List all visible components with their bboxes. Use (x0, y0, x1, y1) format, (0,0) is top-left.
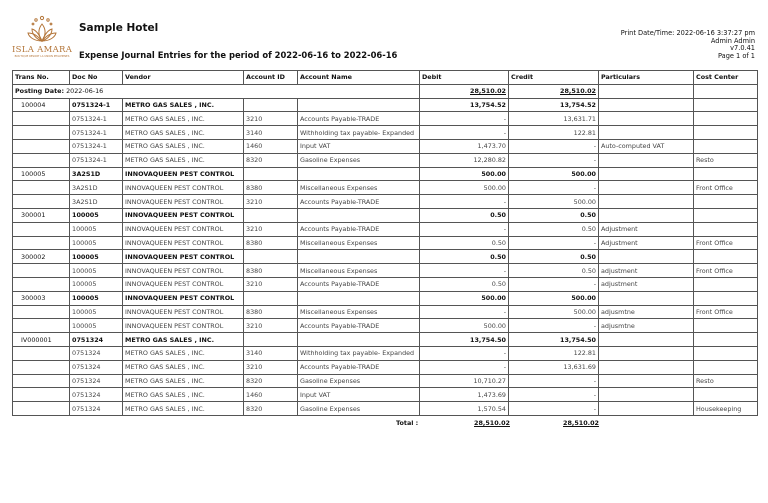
trans-no-cell (13, 319, 70, 333)
debit-cell: 1,570.54 (420, 402, 509, 416)
trans-no-cell (13, 126, 70, 140)
trans-no-cell: IV000001 (13, 333, 70, 347)
col-doc-no: Doc No (70, 71, 123, 85)
account-id-cell: 8380 (244, 305, 298, 319)
trans-no-cell (13, 112, 70, 126)
particulars-cell (599, 112, 694, 126)
hotel-name: Sample Hotel (79, 22, 159, 34)
doc-no-cell: 0751324 (70, 374, 123, 388)
vendor-cell: METRO GAS SALES , INC. (123, 388, 244, 402)
cost-center-cell (694, 333, 758, 347)
cost-center-cell (694, 167, 758, 181)
vendor-cell: INNOVAQUEEN PEST CONTROL (123, 250, 244, 264)
account-name-cell: Accounts Payable-TRADE (298, 112, 420, 126)
cost-center-cell: Front Office (694, 181, 758, 195)
particulars-cell: adjusmtne (599, 305, 694, 319)
debit-cell: - (420, 305, 509, 319)
account-name-cell (298, 250, 420, 264)
account-id-cell: 8380 (244, 181, 298, 195)
grand-total-debit: 28,510.02 (474, 419, 510, 427)
credit-cell: - (509, 153, 599, 167)
trans-no-cell (13, 181, 70, 195)
cost-center-cell (694, 126, 758, 140)
account-id-cell: 8320 (244, 153, 298, 167)
trans-no-cell (13, 305, 70, 319)
journal-line-row (13, 153, 758, 167)
logo-name: ISLA AMARA (12, 45, 73, 55)
vendor-cell: METRO GAS SALES , INC. (123, 374, 244, 388)
doc-no-cell: 0751324 (70, 360, 123, 374)
cost-center-cell (694, 388, 758, 402)
account-name-cell: Gasoline Expenses (298, 402, 420, 416)
transaction-header-row (13, 208, 758, 222)
particulars-cell (599, 181, 694, 195)
col-account-name: Account Name (298, 71, 420, 85)
cost-center-cell: Housekeeping (694, 402, 758, 416)
doc-no-cell: 100005 (70, 222, 123, 236)
vendor-cell: METRO GAS SALES , INC. (123, 112, 244, 126)
cost-center-cell: Front Office (694, 305, 758, 319)
credit-cell: 13,754.50 (509, 333, 599, 347)
vendor-cell: METRO GAS SALES , INC. (123, 153, 244, 167)
credit-cell: - (509, 374, 599, 388)
particulars-cell (599, 126, 694, 140)
doc-no-cell: 100005 (70, 236, 123, 250)
account-id-cell (244, 208, 298, 222)
credit-cell: 500.00 (509, 195, 599, 209)
journal-line-row (13, 346, 758, 360)
doc-no-cell: 0751324 (70, 346, 123, 360)
debit-cell: 1,473.70 (420, 139, 509, 153)
transaction-header-row (13, 250, 758, 264)
doc-no-cell: 0751324-1 (70, 112, 123, 126)
particulars-cell (599, 167, 694, 181)
account-id-cell: 1460 (244, 388, 298, 402)
vendor-cell: METRO GAS SALES , INC. (123, 126, 244, 140)
lotus-logo-icon (25, 14, 59, 44)
col-trans-no: Trans No. (13, 71, 70, 85)
debit-cell: 12,280.82 (420, 153, 509, 167)
trans-no-cell (13, 195, 70, 209)
logo-tagline: BOUTIQUE RESORT LA UNION PHILIPPINES (14, 55, 70, 58)
vendor-cell: METRO GAS SALES , INC. (123, 139, 244, 153)
app-version: v7.0.41 (730, 44, 755, 53)
account-id-cell (244, 291, 298, 305)
account-name-cell: Miscellaneous Expenses (298, 305, 420, 319)
debit-cell: - (420, 112, 509, 126)
account-name-cell (298, 167, 420, 181)
trans-no-cell: 300003 (13, 291, 70, 305)
debit-cell: 0.50 (420, 277, 509, 291)
debit-cell: - (420, 126, 509, 140)
debit-cell: 13,754.50 (420, 333, 509, 347)
trans-no-cell (13, 277, 70, 291)
debit-cell: 500.00 (420, 319, 509, 333)
doc-no-cell: 0751324 (70, 402, 123, 416)
table-header-row (13, 71, 758, 85)
cost-center-cell (694, 346, 758, 360)
cost-center-cell: Resto (694, 153, 758, 167)
vendor-cell: METRO GAS SALES , INC. (123, 98, 244, 112)
account-id-cell: 8320 (244, 402, 298, 416)
particulars-cell (599, 195, 694, 209)
account-id-cell (244, 98, 298, 112)
vendor-cell: INNOVAQUEEN PEST CONTROL (123, 277, 244, 291)
trans-no-cell (13, 402, 70, 416)
transaction-header-row (13, 333, 758, 347)
transaction-header-row (13, 167, 758, 181)
account-id-cell: 8320 (244, 374, 298, 388)
doc-no-cell: 100005 (70, 305, 123, 319)
cost-center-cell (694, 195, 758, 209)
particulars-cell: adjusmtne (599, 319, 694, 333)
particulars-cell (599, 98, 694, 112)
particulars-cell: Auto-computed VAT (599, 139, 694, 153)
cost-center-cell (694, 222, 758, 236)
cost-center-cell: Front Office (694, 264, 758, 278)
col-vendor: Vendor (123, 71, 244, 85)
doc-no-cell: 100005 (70, 291, 123, 305)
posting-debit-total: 28,510.02 (420, 84, 509, 98)
cost-center-cell: Front Office (694, 236, 758, 250)
debit-cell: 1,473.69 (420, 388, 509, 402)
account-name-cell (298, 98, 420, 112)
particulars-cell (599, 346, 694, 360)
account-name-cell: Miscellaneous Expenses (298, 236, 420, 250)
account-id-cell (244, 250, 298, 264)
grand-total-label: Total : (396, 419, 419, 427)
cost-center-cell (694, 98, 758, 112)
account-name-cell: Withholding tax payable- Expanded (298, 126, 420, 140)
empty-cell (694, 84, 758, 98)
col-debit: Debit (420, 71, 509, 85)
grand-total-credit: 28,510.02 (563, 419, 599, 427)
debit-cell: - (420, 264, 509, 278)
trans-no-cell (13, 222, 70, 236)
account-name-cell: Accounts Payable-TRADE (298, 277, 420, 291)
account-id-cell: 3210 (244, 319, 298, 333)
journal-line-row (13, 360, 758, 374)
account-name-cell: Gasoline Expenses (298, 153, 420, 167)
vendor-cell: METRO GAS SALES , INC. (123, 360, 244, 374)
journal-line-row (13, 181, 758, 195)
doc-no-cell: 3A2S1D (70, 167, 123, 181)
account-id-cell: 3140 (244, 346, 298, 360)
cost-center-cell (694, 139, 758, 153)
trans-no-cell (13, 374, 70, 388)
doc-no-cell: 100005 (70, 264, 123, 278)
credit-cell: - (509, 236, 599, 250)
vendor-cell: INNOVAQUEEN PEST CONTROL (123, 264, 244, 278)
printed-by-user: Admin Admin (710, 36, 755, 45)
print-datetime: Print Date/Time: 2022-06-16 3:37:27 pm (620, 29, 755, 37)
debit-cell: 500.00 (420, 181, 509, 195)
doc-no-cell: 100005 (70, 250, 123, 264)
cost-center-cell (694, 112, 758, 126)
particulars-cell (599, 388, 694, 402)
doc-no-cell: 100005 (70, 319, 123, 333)
credit-cell: 13,631.69 (509, 360, 599, 374)
cost-center-cell (694, 250, 758, 264)
posting-date-label: Posting Date: (15, 87, 65, 96)
col-cost-center: Cost Center (694, 71, 758, 85)
doc-no-cell: 100005 (70, 208, 123, 222)
cost-center-cell: Resto (694, 374, 758, 388)
account-name-cell: Miscellaneous Expenses (298, 264, 420, 278)
posting-date-cell (13, 84, 420, 98)
vendor-cell: INNOVAQUEEN PEST CONTROL (123, 222, 244, 236)
account-id-cell: 3210 (244, 195, 298, 209)
vendor-cell: INNOVAQUEEN PEST CONTROL (123, 181, 244, 195)
trans-no-cell: 100005 (13, 167, 70, 181)
credit-cell: 500.00 (509, 167, 599, 181)
credit-cell: - (509, 277, 599, 291)
journal-line-row (13, 264, 758, 278)
account-name-cell: Gasoline Expenses (298, 374, 420, 388)
debit-cell: 10,710.27 (420, 374, 509, 388)
credit-cell: 13,631.71 (509, 112, 599, 126)
trans-no-cell (13, 264, 70, 278)
debit-cell: 0.50 (420, 208, 509, 222)
account-id-cell (244, 167, 298, 181)
credit-cell: 500.00 (509, 291, 599, 305)
hotel-logo (12, 14, 72, 58)
doc-no-cell: 0751324-1 (70, 153, 123, 167)
particulars-cell (599, 291, 694, 305)
particulars-cell (599, 333, 694, 347)
trans-no-cell (13, 236, 70, 250)
posting-date-row (13, 84, 758, 98)
vendor-cell: INNOVAQUEEN PEST CONTROL (123, 167, 244, 181)
journal-line-row (13, 402, 758, 416)
particulars-cell (599, 402, 694, 416)
account-id-cell: 8380 (244, 236, 298, 250)
debit-cell: 500.00 (420, 167, 509, 181)
particulars-cell (599, 208, 694, 222)
debit-cell: 0.50 (420, 236, 509, 250)
cost-center-cell (694, 360, 758, 374)
doc-no-cell: 0751324 (70, 388, 123, 402)
credit-cell: - (509, 319, 599, 333)
credit-cell: 0.50 (509, 264, 599, 278)
journal-table (12, 70, 758, 416)
doc-no-cell: 3A2S1D (70, 181, 123, 195)
trans-no-cell: 100004 (13, 98, 70, 112)
col-account-id: Account ID (244, 71, 298, 85)
doc-no-cell: 0751324-1 (70, 139, 123, 153)
posting-credit-total: 28,510.02 (509, 84, 599, 98)
account-name-cell: Miscellaneous Expenses (298, 181, 420, 195)
vendor-cell: METRO GAS SALES , INC. (123, 346, 244, 360)
print-meta (621, 30, 755, 61)
account-id-cell (244, 333, 298, 347)
journal-line-row (13, 112, 758, 126)
credit-cell: 0.50 (509, 222, 599, 236)
account-name-cell: Input VAT (298, 139, 420, 153)
doc-no-cell: 0751324-1 (70, 126, 123, 140)
vendor-cell: METRO GAS SALES , INC. (123, 333, 244, 347)
credit-cell: - (509, 139, 599, 153)
debit-cell: - (420, 195, 509, 209)
credit-cell: 500.00 (509, 305, 599, 319)
credit-cell: - (509, 388, 599, 402)
debit-cell: - (420, 360, 509, 374)
account-name-cell (298, 291, 420, 305)
cost-center-cell (694, 291, 758, 305)
credit-cell: - (509, 402, 599, 416)
trans-no-cell (13, 388, 70, 402)
account-name-cell: Accounts Payable-TRADE (298, 222, 420, 236)
journal-line-row (13, 388, 758, 402)
credit-cell: 13,754.52 (509, 98, 599, 112)
cost-center-cell (694, 277, 758, 291)
empty-cell (599, 84, 694, 98)
posting-date-value: 2022-06-16 (66, 87, 104, 96)
journal-line-row (13, 305, 758, 319)
transaction-header-row (13, 98, 758, 112)
trans-no-cell: 300001 (13, 208, 70, 222)
particulars-cell (599, 374, 694, 388)
debit-cell: - (420, 222, 509, 236)
doc-no-cell: 3A2S1D (70, 195, 123, 209)
journal-line-row (13, 139, 758, 153)
col-credit: Credit (509, 71, 599, 85)
vendor-cell: INNOVAQUEEN PEST CONTROL (123, 305, 244, 319)
credit-cell: 122.81 (509, 346, 599, 360)
trans-no-cell (13, 139, 70, 153)
account-name-cell: Accounts Payable-TRADE (298, 319, 420, 333)
vendor-cell: INNOVAQUEEN PEST CONTROL (123, 195, 244, 209)
doc-no-cell: 0751324-1 (70, 98, 123, 112)
journal-line-row (13, 319, 758, 333)
cost-center-cell (694, 319, 758, 333)
account-id-cell: 3140 (244, 126, 298, 140)
account-id-cell: 3210 (244, 112, 298, 126)
trans-no-cell (13, 153, 70, 167)
transaction-header-row (13, 291, 758, 305)
doc-no-cell: 0751324 (70, 333, 123, 347)
trans-no-cell (13, 346, 70, 360)
particulars-cell: Adjustment (599, 236, 694, 250)
particulars-cell: adjustment (599, 264, 694, 278)
credit-cell: 0.50 (509, 208, 599, 222)
account-id-cell: 3210 (244, 360, 298, 374)
particulars-cell: Adjustment (599, 222, 694, 236)
journal-line-row (13, 195, 758, 209)
journal-line-row (13, 277, 758, 291)
account-name-cell: Accounts Payable-TRADE (298, 195, 420, 209)
journal-line-row (13, 126, 758, 140)
account-name-cell (298, 333, 420, 347)
account-id-cell: 8380 (244, 264, 298, 278)
credit-cell: 122.81 (509, 126, 599, 140)
debit-cell: 0.50 (420, 250, 509, 264)
cost-center-cell (694, 208, 758, 222)
particulars-cell (599, 153, 694, 167)
vendor-cell: METRO GAS SALES , INC. (123, 402, 244, 416)
page-number: Page 1 of 1 (718, 52, 755, 61)
account-name-cell: Accounts Payable-TRADE (298, 360, 420, 374)
particulars-cell (599, 360, 694, 374)
account-name-cell (298, 208, 420, 222)
vendor-cell: INNOVAQUEEN PEST CONTROL (123, 319, 244, 333)
credit-cell: 0.50 (509, 250, 599, 264)
account-id-cell: 1460 (244, 139, 298, 153)
vendor-cell: INNOVAQUEEN PEST CONTROL (123, 208, 244, 222)
account-name-cell: Input VAT (298, 388, 420, 402)
account-id-cell: 3210 (244, 277, 298, 291)
doc-no-cell: 100005 (70, 277, 123, 291)
report-title: Expense Journal Entries for the period of 2022-06-16 to 2022-06-16 (79, 50, 398, 60)
debit-cell: 13,754.52 (420, 98, 509, 112)
account-id-cell: 3210 (244, 222, 298, 236)
trans-no-cell (13, 360, 70, 374)
journal-line-row (13, 374, 758, 388)
credit-cell: - (509, 181, 599, 195)
account-name-cell: Withholding tax payable- Expanded (298, 346, 420, 360)
col-particulars: Particulars (599, 71, 694, 85)
particulars-cell (599, 250, 694, 264)
journal-line-row (13, 236, 758, 250)
particulars-cell: adjustment (599, 277, 694, 291)
vendor-cell: INNOVAQUEEN PEST CONTROL (123, 291, 244, 305)
journal-line-row (13, 222, 758, 236)
debit-cell: 500.00 (420, 291, 509, 305)
trans-no-cell: 300002 (13, 250, 70, 264)
vendor-cell: INNOVAQUEEN PEST CONTROL (123, 236, 244, 250)
debit-cell: - (420, 346, 509, 360)
